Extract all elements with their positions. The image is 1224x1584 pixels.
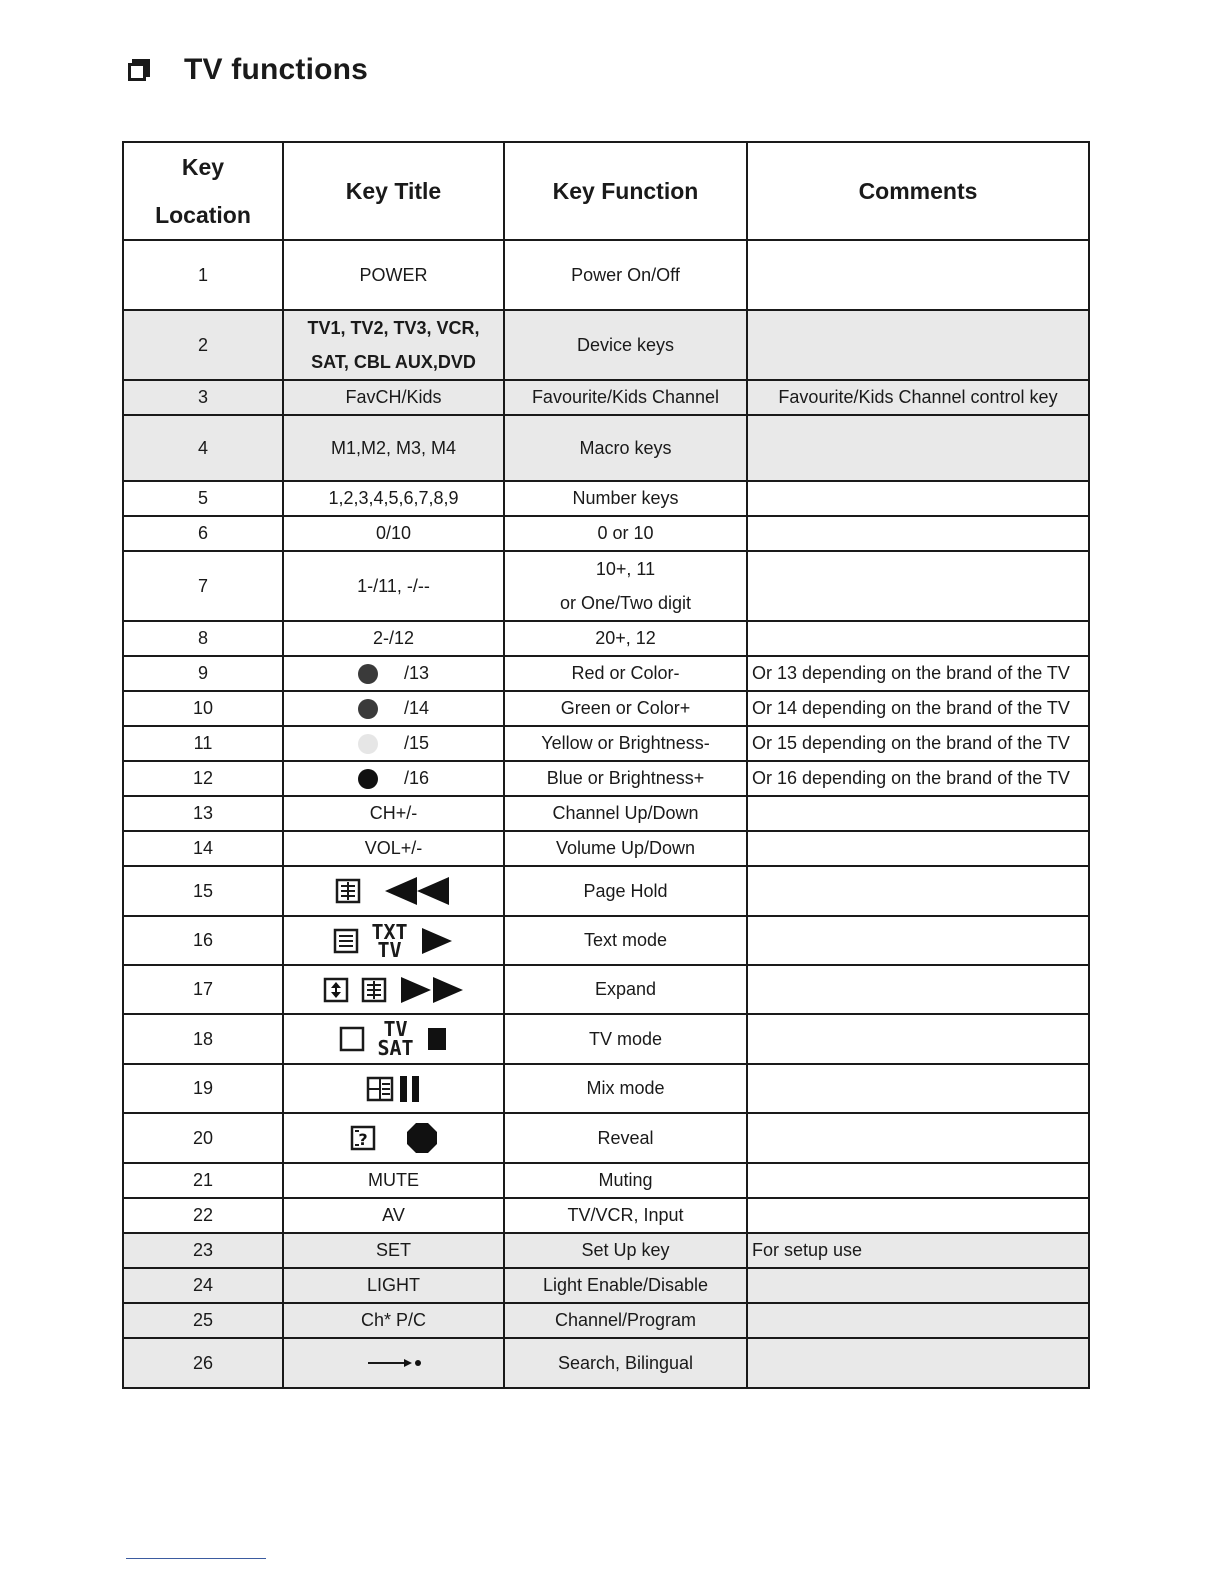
table-row [123, 761, 1089, 796]
table-row [123, 916, 1089, 965]
table-row [123, 691, 1089, 726]
table-row [123, 866, 1089, 916]
table-row [123, 656, 1089, 691]
cell-key-function: Favourite/Kids Channel [504, 380, 747, 415]
cell-key-title: CH+/- [283, 796, 504, 831]
cell-location: 23 [123, 1233, 283, 1268]
cell-key-function: Muting [504, 1163, 747, 1198]
table-row [123, 965, 1089, 1014]
cell-key-title: MUTE [283, 1163, 504, 1198]
cell-location: 9 [123, 656, 283, 691]
tv-mode-icon [339, 1026, 365, 1052]
cell-comment: For setup use [747, 1233, 1089, 1268]
cell-location: 10 [123, 691, 283, 726]
record-icon [406, 1122, 438, 1154]
header-key-function: Key Function [504, 142, 747, 240]
txt-tv-icon: TXT TV [371, 919, 408, 962]
cell-comment [747, 965, 1089, 1014]
cell-comment [747, 415, 1089, 481]
footer-divider [126, 1558, 266, 1559]
cell-comment [747, 1163, 1089, 1198]
cell-comment [747, 1113, 1089, 1163]
cell-location: 21 [123, 1163, 283, 1198]
mix-mode-icon [366, 1076, 394, 1102]
cell-location: 4 [123, 415, 283, 481]
cell-key-function: 10+, 11 or One/Two digit [504, 551, 747, 621]
cell-comment [747, 866, 1089, 916]
cell-comment [747, 516, 1089, 551]
cell-location: 5 [123, 481, 283, 516]
cell-key-function: 0 or 10 [504, 516, 747, 551]
table-row [123, 1303, 1089, 1338]
cell-key-title: /15 [283, 726, 504, 761]
cell-comment [747, 1014, 1089, 1064]
cell-key-function: Light Enable/Disable [504, 1268, 747, 1303]
cell-key-function: Blue or Brightness+ [504, 761, 747, 796]
cell-key-function: 20+, 12 [504, 621, 747, 656]
cell-key-title: 2-/12 [283, 621, 504, 656]
cell-key-title: 1-/11, -/-- [283, 551, 504, 621]
table-row [123, 1268, 1089, 1303]
svg-text:?: ? [357, 1130, 368, 1149]
table-row [123, 796, 1089, 831]
header-comments: Comments [747, 142, 1089, 240]
blue-key-icon [358, 769, 378, 789]
cell-comment [747, 551, 1089, 621]
cell-key-function: TV mode [504, 1014, 747, 1064]
table-row [123, 1338, 1089, 1388]
cell-location: 18 [123, 1014, 283, 1064]
expand-icon [323, 977, 349, 1003]
cell-key-function: Expand [504, 965, 747, 1014]
table-row [123, 551, 1089, 621]
play-icon [420, 926, 454, 956]
cell-location: 11 [123, 726, 283, 761]
cell-comment: Favourite/Kids Channel control key [747, 380, 1089, 415]
table-header-row [123, 142, 1089, 240]
cell-location: 26 [123, 1338, 283, 1388]
cell-location: 16 [123, 916, 283, 965]
cell-key-function: Mix mode [504, 1064, 747, 1113]
cell-comment [747, 916, 1089, 965]
header-key-location: Key Location [123, 142, 283, 240]
cell-key-function: Macro keys [504, 415, 747, 481]
cell-location: 12 [123, 761, 283, 796]
cell-key-function: Channel/Program [504, 1303, 747, 1338]
rewind-icon [383, 875, 453, 907]
table-row [123, 415, 1089, 481]
cell-key-title: SET [283, 1233, 504, 1268]
page-hold-icon [335, 878, 361, 904]
cell-location: 15 [123, 866, 283, 916]
cell-location: 1 [123, 240, 283, 310]
cell-location: 7 [123, 551, 283, 621]
cell-location: 2 [123, 310, 283, 380]
cell-comment [747, 1064, 1089, 1113]
cell-comment [747, 831, 1089, 866]
cell-comment [747, 1338, 1089, 1388]
table-row [123, 380, 1089, 415]
cell-location: 3 [123, 380, 283, 415]
cell-key-function: Text mode [504, 916, 747, 965]
cell-key-title [283, 1014, 504, 1064]
cell-comment [747, 1268, 1089, 1303]
cell-comment: Or 14 depending on the brand of the TV [747, 691, 1089, 726]
cell-key-title: 1,2,3,4,5,6,7,8,9 [283, 481, 504, 516]
table-row [123, 1014, 1089, 1064]
fast-forward-icon [399, 975, 465, 1005]
reveal-icon [350, 1125, 376, 1151]
cell-key-title: LIGHT [283, 1268, 504, 1303]
cell-comment [747, 240, 1089, 310]
table-row [123, 621, 1089, 656]
cell-key-function: Number keys [504, 481, 747, 516]
cell-key-title: AV [283, 1198, 504, 1233]
cell-key-title [283, 866, 504, 916]
pause-icon [398, 1074, 422, 1104]
cell-key-title: /13 [283, 656, 504, 691]
tv-functions-table [122, 141, 1090, 1389]
table-row [123, 310, 1089, 380]
table-row [123, 240, 1089, 310]
cell-key-title: M1,M2, M3, M4 [283, 415, 504, 481]
search-bilingual-icon [366, 1356, 422, 1370]
cell-key-function: Reveal [504, 1113, 747, 1163]
cell-location: 14 [123, 831, 283, 866]
red-key-icon [358, 664, 378, 684]
table-row [123, 1233, 1089, 1268]
cell-location: 25 [123, 1303, 283, 1338]
cell-key-title: 0/10 [283, 516, 504, 551]
cell-comment [747, 310, 1089, 380]
cell-comment [747, 1198, 1089, 1233]
cell-key-title [283, 1064, 504, 1113]
square-bullet-icon [128, 59, 150, 81]
cell-key-function: Device keys [504, 310, 747, 380]
cell-location: 17 [123, 965, 283, 1014]
cell-key-title [283, 965, 504, 1014]
cell-key-function: Power On/Off [504, 240, 747, 310]
table-row [123, 1198, 1089, 1233]
cell-key-function: TV/VCR, Input [504, 1198, 747, 1233]
cell-key-function: Set Up key [504, 1233, 747, 1268]
cell-location: 8 [123, 621, 283, 656]
header-key-title: Key Title [283, 142, 504, 240]
green-key-icon [358, 699, 378, 719]
table-row [123, 481, 1089, 516]
yellow-key-icon [358, 734, 378, 754]
cell-location: 19 [123, 1064, 283, 1113]
cell-location: 13 [123, 796, 283, 831]
table-row [123, 1163, 1089, 1198]
cell-key-title: VOL+/- [283, 831, 504, 866]
cell-comment [747, 1303, 1089, 1338]
cell-key-title [283, 1338, 504, 1388]
cell-comment [747, 481, 1089, 516]
page-title: TV functions [184, 53, 369, 86]
cell-key-function: Volume Up/Down [504, 831, 747, 866]
cell-location: 20 [123, 1113, 283, 1163]
table-row [123, 831, 1089, 866]
tv-sat-icon: TV SAT [377, 1017, 414, 1060]
cell-comment: Or 13 depending on the brand of the TV [747, 656, 1089, 691]
table-row [123, 726, 1089, 761]
cell-location: 22 [123, 1198, 283, 1233]
cell-key-function: Green or Color+ [504, 691, 747, 726]
text-mode-icon [333, 928, 359, 954]
expand-page-icon [361, 977, 387, 1003]
cell-key-function: Channel Up/Down [504, 796, 747, 831]
cell-key-title: /14 [283, 691, 504, 726]
cell-key-title: POWER [283, 240, 504, 310]
table-row [123, 516, 1089, 551]
cell-key-title: Ch* P/C [283, 1303, 504, 1338]
cell-comment [747, 796, 1089, 831]
cell-key-title: /16 [283, 761, 504, 796]
table-row [123, 1064, 1089, 1113]
cell-key-function: Search, Bilingual [504, 1338, 747, 1388]
cell-key-title: TV1, TV2, TV3, VCR, SAT, CBL AUX,DVD [283, 310, 504, 380]
cell-key-function: Page Hold [504, 866, 747, 916]
cell-location: 6 [123, 516, 283, 551]
cell-key-function: Yellow or Brightness- [504, 726, 747, 761]
cell-key-title [283, 916, 504, 965]
page-heading [128, 48, 368, 92]
cell-location: 24 [123, 1268, 283, 1303]
cell-comment [747, 621, 1089, 656]
stop-icon [426, 1026, 448, 1052]
cell-key-title: FavCH/Kids [283, 380, 504, 415]
table-row [123, 1113, 1089, 1163]
cell-comment: Or 15 depending on the brand of the TV [747, 726, 1089, 761]
cell-comment: Or 16 depending on the brand of the TV [747, 761, 1089, 796]
cell-key-function: Red or Color- [504, 656, 747, 691]
cell-key-title [283, 1113, 504, 1163]
